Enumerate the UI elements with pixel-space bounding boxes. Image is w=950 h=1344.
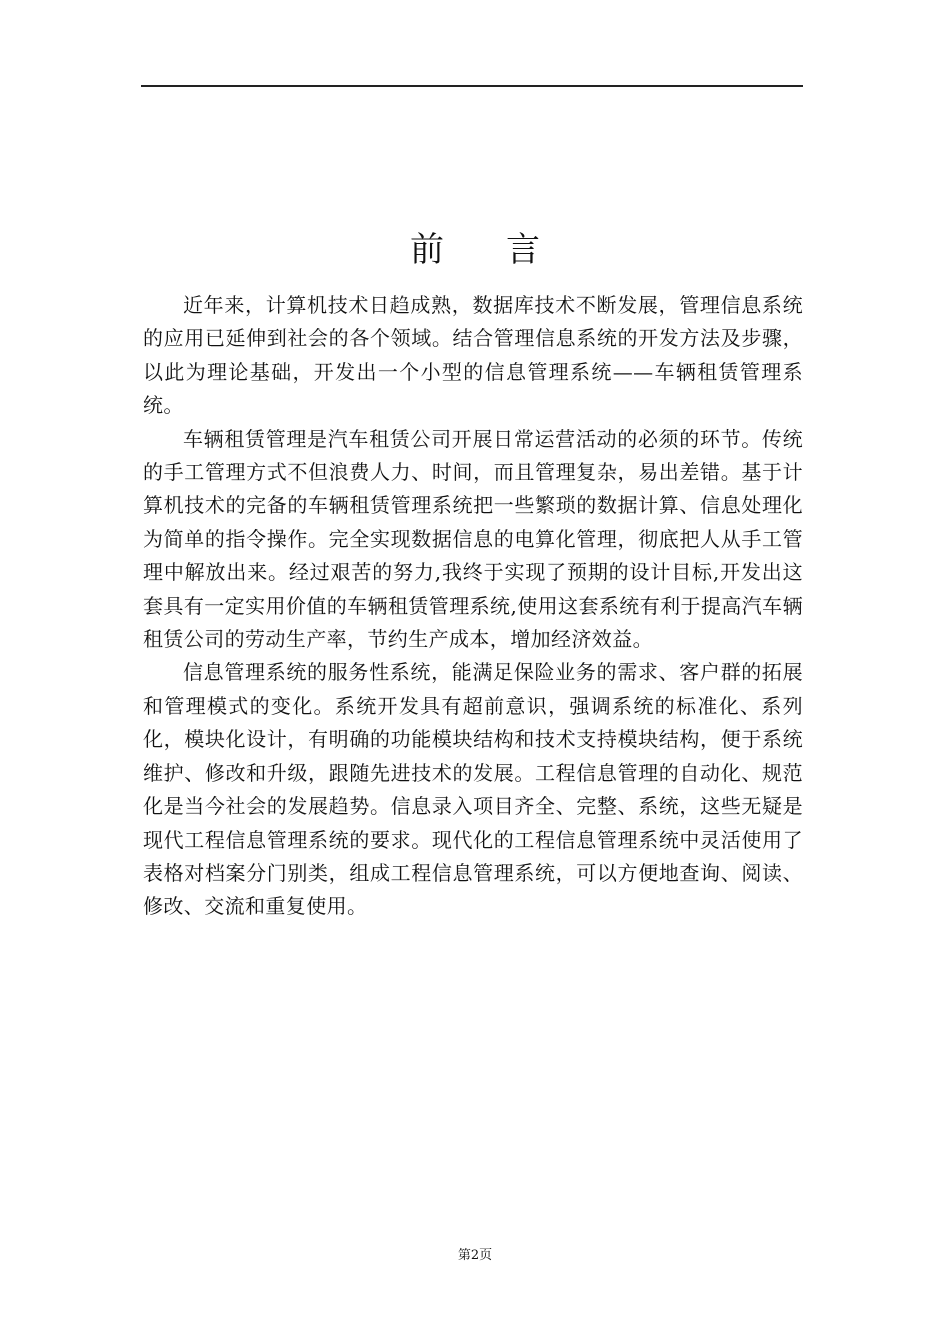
header-rule bbox=[141, 85, 803, 87]
preface-body bbox=[143, 289, 803, 924]
paragraph-3: 信息管理系统的服务性系统，能满足保险业务的需求、客户群的拓展和管理模式的变化。系统开发具有超前意识，强调系统的标准化、系列化，模块化设计，有明确的功能模块结构和技术支持模块结构，便于系统维护、修改和升级，跟随先进技术的发展。工程信息管理的自动化、规范化是当今社会的发展趋势。信息录入项目齐全、完整、系统，这些无疑是现代工程信息管理系统的要求。现代化的工程信息管理系统中灵活使用了表格对档案分门别类，组成工程信息管理系统，可以方便地查询、阅读、修改、交流和重复使用。 bbox=[143, 660, 803, 919]
title-char-1: 前 bbox=[410, 230, 444, 270]
paragraph-2: 车辆租赁管理是汽车租赁公司开展日常运营活动的必须的环节。传统的手工管理方式不但浪费人力、时间，而且管理复杂，易出差错。基于计算机技术的完备的车辆租赁管理系统把一些繁琐的数据计算、信息处理化为简单的指令操作。完全实现数据信息的电算化管理，彻底把人从手工管理中解放出来。经过艰苦的努力,我终于实现了预期的设计目标,开发出这套具有一定实用价值的车辆租赁管理系统,使用这套系统有利于提高汽车辆租赁公司的劳动生产率，节约生产成本，增加经济效益。 bbox=[143, 426, 803, 652]
page-number: 第2页 bbox=[457, 1248, 493, 1263]
title-char-2: 言 bbox=[506, 230, 540, 270]
page-title bbox=[0, 222, 950, 278]
paragraph-1: 近年来，计算机技术日趋成熟，数据库技术不断发展，管理信息系统的应用已延伸到社会的各个领域。结合管理信息系统的开发方法及步骤，以此为理论基础，开发出一个小型的信息管理系统——车辆租赁管理系统。 bbox=[143, 293, 803, 418]
